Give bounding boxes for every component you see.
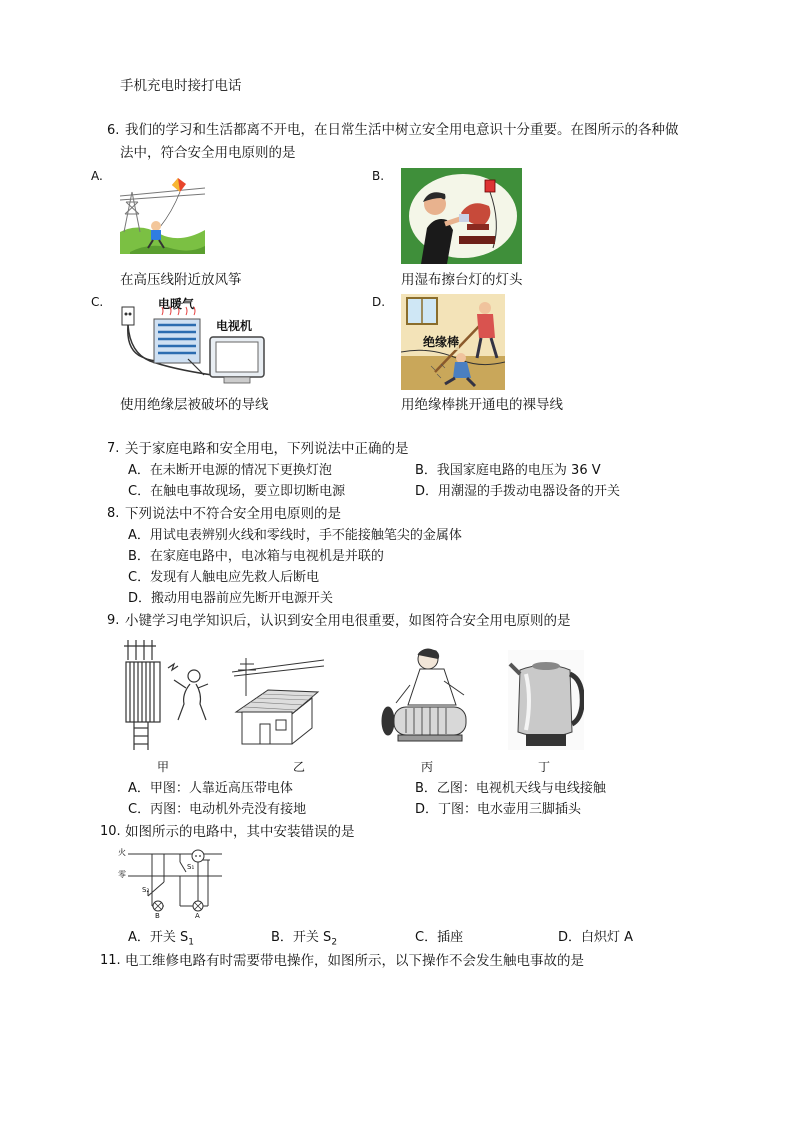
household-circuit-diagram xyxy=(116,846,226,920)
q10-number: 10. xyxy=(100,824,121,839)
figure-label-bing: 丙 xyxy=(421,760,434,774)
q6-option-b-letter: B. xyxy=(372,169,385,183)
q7-option-b: B．我国家庭电路的电压为 36 V xyxy=(415,463,601,478)
lamp-b-label: B xyxy=(155,912,160,920)
q9-option-c: C．丙图：电动机外壳没有接地 xyxy=(128,802,307,817)
figure-yi-antenna-house xyxy=(232,652,324,747)
figure-label-yi: 乙 xyxy=(293,760,306,774)
insulating-rod-label: 绝缘棒 xyxy=(423,335,460,349)
wet-cloth-lamp-illustration xyxy=(401,168,522,264)
q7-number: 7. xyxy=(107,441,120,456)
figure-label-ding: 丁 xyxy=(538,760,551,774)
q10-option-a: A．开关 $S_1$ xyxy=(128,930,195,948)
q8-option-b: B．在家庭电路中，电冰箱与电视机是并联的 xyxy=(128,549,384,564)
tv-label: 电视机 xyxy=(216,319,253,333)
q6-number: 6. xyxy=(107,123,120,138)
q10-stem: 如图所示的电路中，其中安装错误的是 xyxy=(125,824,355,840)
insulating-rod-illustration xyxy=(401,294,505,390)
q8-number: 8. xyxy=(107,506,120,521)
q7-option-c: C．在触电事故现场，要立即切断电源 xyxy=(128,484,346,499)
q6-stem-line2: 法中，符合安全用电原则的是 xyxy=(120,145,296,161)
figure-ding-kettle xyxy=(508,650,584,750)
q7-stem: 关于家庭电路和安全用电，下列说法中正确的是 xyxy=(125,441,409,457)
q7-option-a: A．在未断开电源的情况下更换灯泡 xyxy=(128,463,332,478)
q8-stem: 下列说法中不符合安全用电原则的是 xyxy=(125,506,341,522)
q9-option-b: B．乙图：电视机天线与电线接触 xyxy=(415,781,606,796)
q6-option-d-letter: D. xyxy=(372,295,386,309)
q10-option-c: C．插座 xyxy=(415,930,464,945)
q6-option-c-letter: C. xyxy=(91,295,104,309)
q9-option-a: A．甲图：人靠近高压带电体 xyxy=(128,781,293,796)
lamp-a-label: A xyxy=(195,912,200,920)
q11-stem: 电工维修电路有时需要带电操作，如图所示，以下操作不会发生触电事故的是 xyxy=(125,953,584,969)
q6-option-a-letter: A. xyxy=(91,169,103,183)
neutral-wire-label: 零 xyxy=(118,870,126,879)
live-wire-label: 火 xyxy=(118,848,126,857)
q6-option-b-caption: 用湿布擦台灯的灯头 xyxy=(401,272,523,288)
q6-stem-line1: 我们的学习和生活都离不开电，在日常生活中树立安全用电意识十分重要。在图所示的各种做 xyxy=(125,122,679,138)
q9-option-d: D．丁图：电水壶用三脚插头 xyxy=(415,802,582,817)
heater-label: 电暖气 xyxy=(158,297,195,311)
kite-powerline-illustration xyxy=(120,172,205,254)
switch-s2-label: S₂ xyxy=(142,886,150,894)
q6-option-d-caption: 用绝缘棒挑开通电的裸导线 xyxy=(401,397,563,413)
q10-option-b: B．开关 $S_2$ xyxy=(271,930,338,948)
q9-number: 9. xyxy=(107,613,120,628)
damaged-wire-illustration xyxy=(118,295,268,387)
q8-option-d: D．搬动用电器前应先断开电源开关 xyxy=(128,591,334,606)
prev-option-text: 手机充电时接打电话 xyxy=(120,78,242,94)
q6-option-c-caption: 使用绝缘层被破坏的导线 xyxy=(120,397,269,413)
switch-s1-label: S₁ xyxy=(187,863,195,871)
figure-label-jia: 甲 xyxy=(157,760,170,774)
q8-option-a: A．用试电表辨别火线和零线时，手不能接触笔尖的金属体 xyxy=(128,528,462,543)
figure-jia-high-voltage xyxy=(120,640,220,755)
q6-option-a-caption: 在高压线附近放风筝 xyxy=(120,272,242,288)
q10-option-d: D．白炽灯 A xyxy=(558,930,634,945)
q8-option-c: C．发现有人触电应先救人后断电 xyxy=(128,570,320,585)
q9-stem: 小键学习电学知识后，认识到安全用电很重要，如图符合安全用电原则的是 xyxy=(125,613,571,629)
figure-bing-motor xyxy=(378,645,478,745)
q7-option-d: D．用潮湿的手拨动电器设备的开关 xyxy=(415,484,621,499)
q11-number: 11. xyxy=(100,953,121,968)
